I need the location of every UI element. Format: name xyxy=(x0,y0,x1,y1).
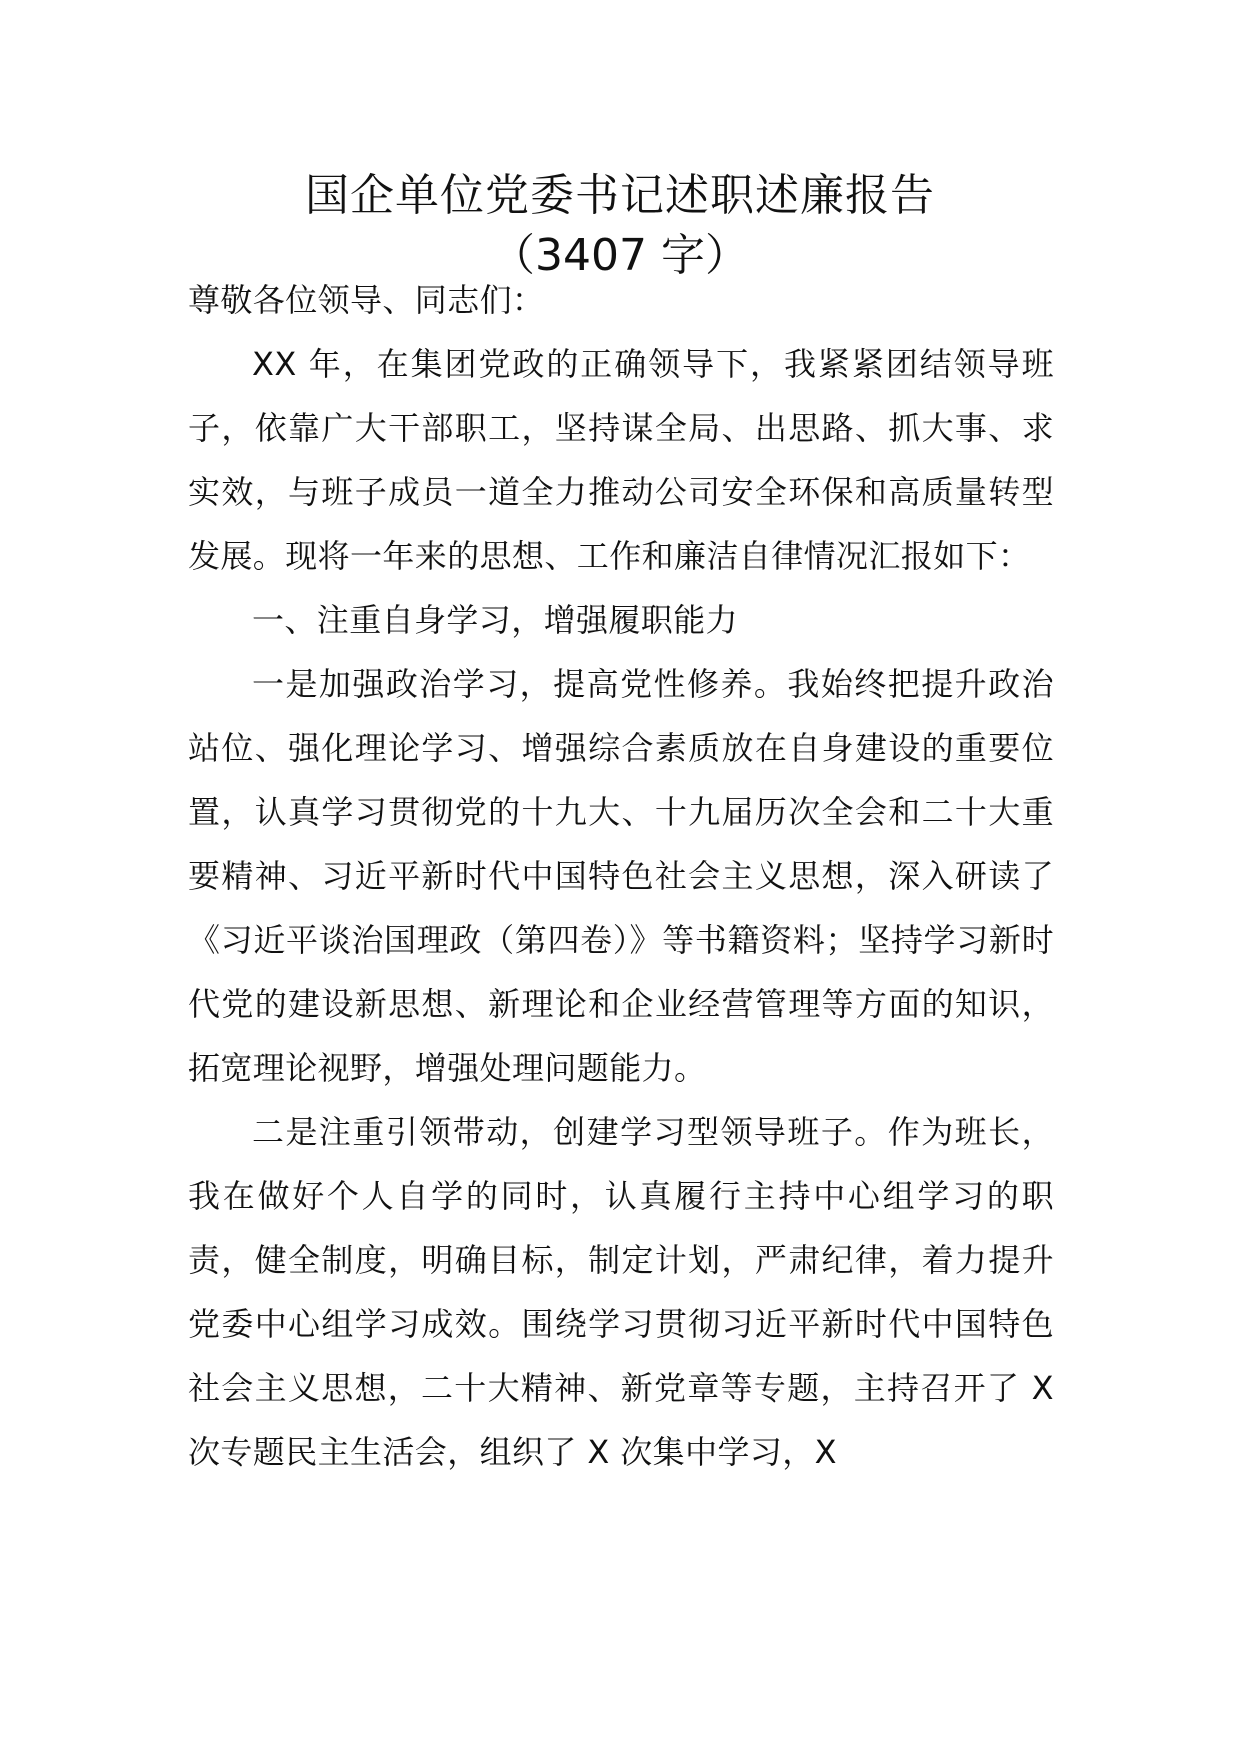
salutation: 尊敬各位领导、同志们： xyxy=(188,281,545,319)
document-body xyxy=(188,268,1054,1484)
document-title: 国企单位党委书记述职述廉报告 xyxy=(305,170,935,221)
paragraph-2: 二是注重引领带动，创建学习型领导班子。作为班长，我在做好个人自学的同时，认真履行主持中心组学习的职责，健全制度，明确目标，制定计划，严肃纪律，着力提升党委中心组学习成效。围绕学习贯彻习近平新时代中国特色社会主义思想，二十大精神、新党章等专题，主持召开了 X 次专题民主生活会，组织了 X 次集中学习，X xyxy=(188,1113,1054,1471)
paragraph-intro: XX 年，在集团党政的正确领导下，我紧紧团结领导班子，依靠广大干部职工，坚持谋全局、出思路、抓大事、求实效，与班子成员一道全力推动公司安全环保和高质量转型发展。现将一年来的思想、工作和廉洁自律情况汇报如下： xyxy=(188,345,1054,575)
paragraph-1: 一是加强政治学习，提高党性修养。我始终把提升政治站位、强化理论学习、增强综合素质放在自身建设的重要位置，认真学习贯彻党的十九大、十九届历次全会和二十大重要精神、习近平新时代中国特色社会主义思想，深入研读了《习近平谈治国理政（第四卷）》等书籍资料；坚持学习新时代党的建设新思想、新理论和企业经营管理等方面的知识，拓宽理论视野，增强处理问题能力。 xyxy=(188,665,1054,1087)
section-heading-1: 一、注重自身学习，增强履职能力 xyxy=(252,601,739,639)
document-subtitle: （3407 字） xyxy=(491,230,749,281)
